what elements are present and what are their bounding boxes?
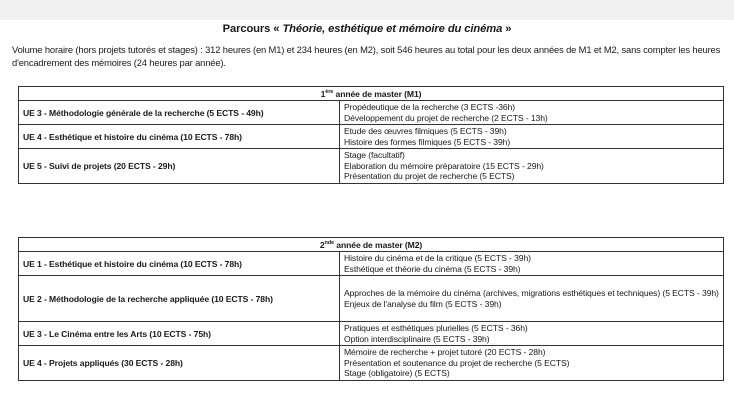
ue-item: Pratiques et esthétiques plurielles (5 ECTS - 36h): [344, 323, 528, 333]
ue-items: [340, 252, 724, 276]
ue-item: Histoire du cinéma et de la critique (5 ECTS - 39h): [344, 253, 531, 263]
table-row: [19, 125, 724, 149]
ue-items: [340, 101, 724, 125]
table-row: [19, 101, 724, 125]
ue-item: Elaboration du mémoire préparatoire (15 ECTS - 29h): [344, 160, 544, 171]
table-row: [19, 346, 724, 381]
ue-name: UE 3 - Le Cinéma entre les Arts (10 ECTS - 75h): [19, 322, 340, 346]
ue-name: UE 4 - Esthétique et histoire du cinéma (10 ECTS - 78h): [19, 125, 340, 149]
ue-name: UE 1 - Esthétique et histoire du cinéma (10 ECTS - 78h): [19, 252, 340, 276]
table-header-row: [19, 238, 724, 252]
ue-name: UE 3 - Méthodologie générale de la recherche (5 ECTS - 49h): [19, 101, 340, 125]
ue-item: Présentation du projet de recherche (5 ECTS): [344, 171, 515, 182]
ue-item: Etude des œuvres filmiques (5 ECTS - 39h): [344, 126, 507, 136]
ue-items: [340, 125, 724, 149]
ue-item: Présentation et soutenance du projet de recherche (5 ECTS): [344, 357, 570, 368]
ue-item: Stage (obligatoire) (5 ECTS): [344, 368, 450, 379]
table-row: [19, 252, 724, 276]
ue-item: Histoire des formes filmiques (5 ECTS - 39h): [344, 136, 511, 147]
m1-header: 1ère année de master (M1): [19, 87, 724, 101]
table-row: [19, 322, 724, 346]
ue-items: [340, 346, 724, 381]
ue-name: UE 4 - Projets appliqués (30 ECTS - 28h): [19, 346, 340, 381]
ue-items: [340, 276, 724, 322]
ue-item: Propédeutique de la recherche (3 ECTS -36h): [344, 102, 516, 112]
ue-name: UE 2 - Méthodologie de la recherche appliquée (10 ECTS - 78h): [19, 276, 340, 322]
page-title: Parcours « Théorie, esthétique et mémoire du cinéma »: [222, 23, 512, 35]
ue-item: Enjeux de l'analyse du film (5 ECTS - 39h): [344, 298, 502, 309]
table-row: [19, 149, 724, 184]
intro-paragraph: Volume horaire (hors projets tutorés et stages) : 312 heures (en M1) et 234 heures (en M2), soit 546 heures au total pour les deux années de M1 et M2, sans compter les heures d'encadrement des mémoires (24 heures par année).: [12, 44, 721, 68]
ue-item: Option interdisciplinaire (5 ECTS - 39h): [344, 333, 490, 344]
ue-item: Esthétique et théorie du cinéma (5 ECTS - 39h): [344, 263, 521, 274]
ue-items: [340, 149, 724, 184]
ue-item: Approches de la mémoire du cinéma (archives, migrations esthétiques et techniques) (5 ECTS - 39h): [344, 288, 719, 298]
table-row: [19, 276, 724, 322]
table-header-row: [19, 87, 724, 101]
top-bar: [0, 0, 734, 20]
ue-item: Développement du projet de recherche (2 ECTS - 13h): [344, 112, 548, 123]
m2-header: 2nde année de master (M2): [19, 238, 724, 252]
m1-table: [18, 86, 724, 184]
ue-item: Mémoire de recherche + projet tutoré (20 ECTS - 28h): [344, 347, 546, 358]
ue-item: Stage (facultatif): [344, 150, 405, 161]
ue-name: UE 5 - Suivi de projets (20 ECTS - 29h): [19, 149, 340, 184]
ue-items: [340, 322, 724, 346]
m2-table: [18, 237, 724, 381]
